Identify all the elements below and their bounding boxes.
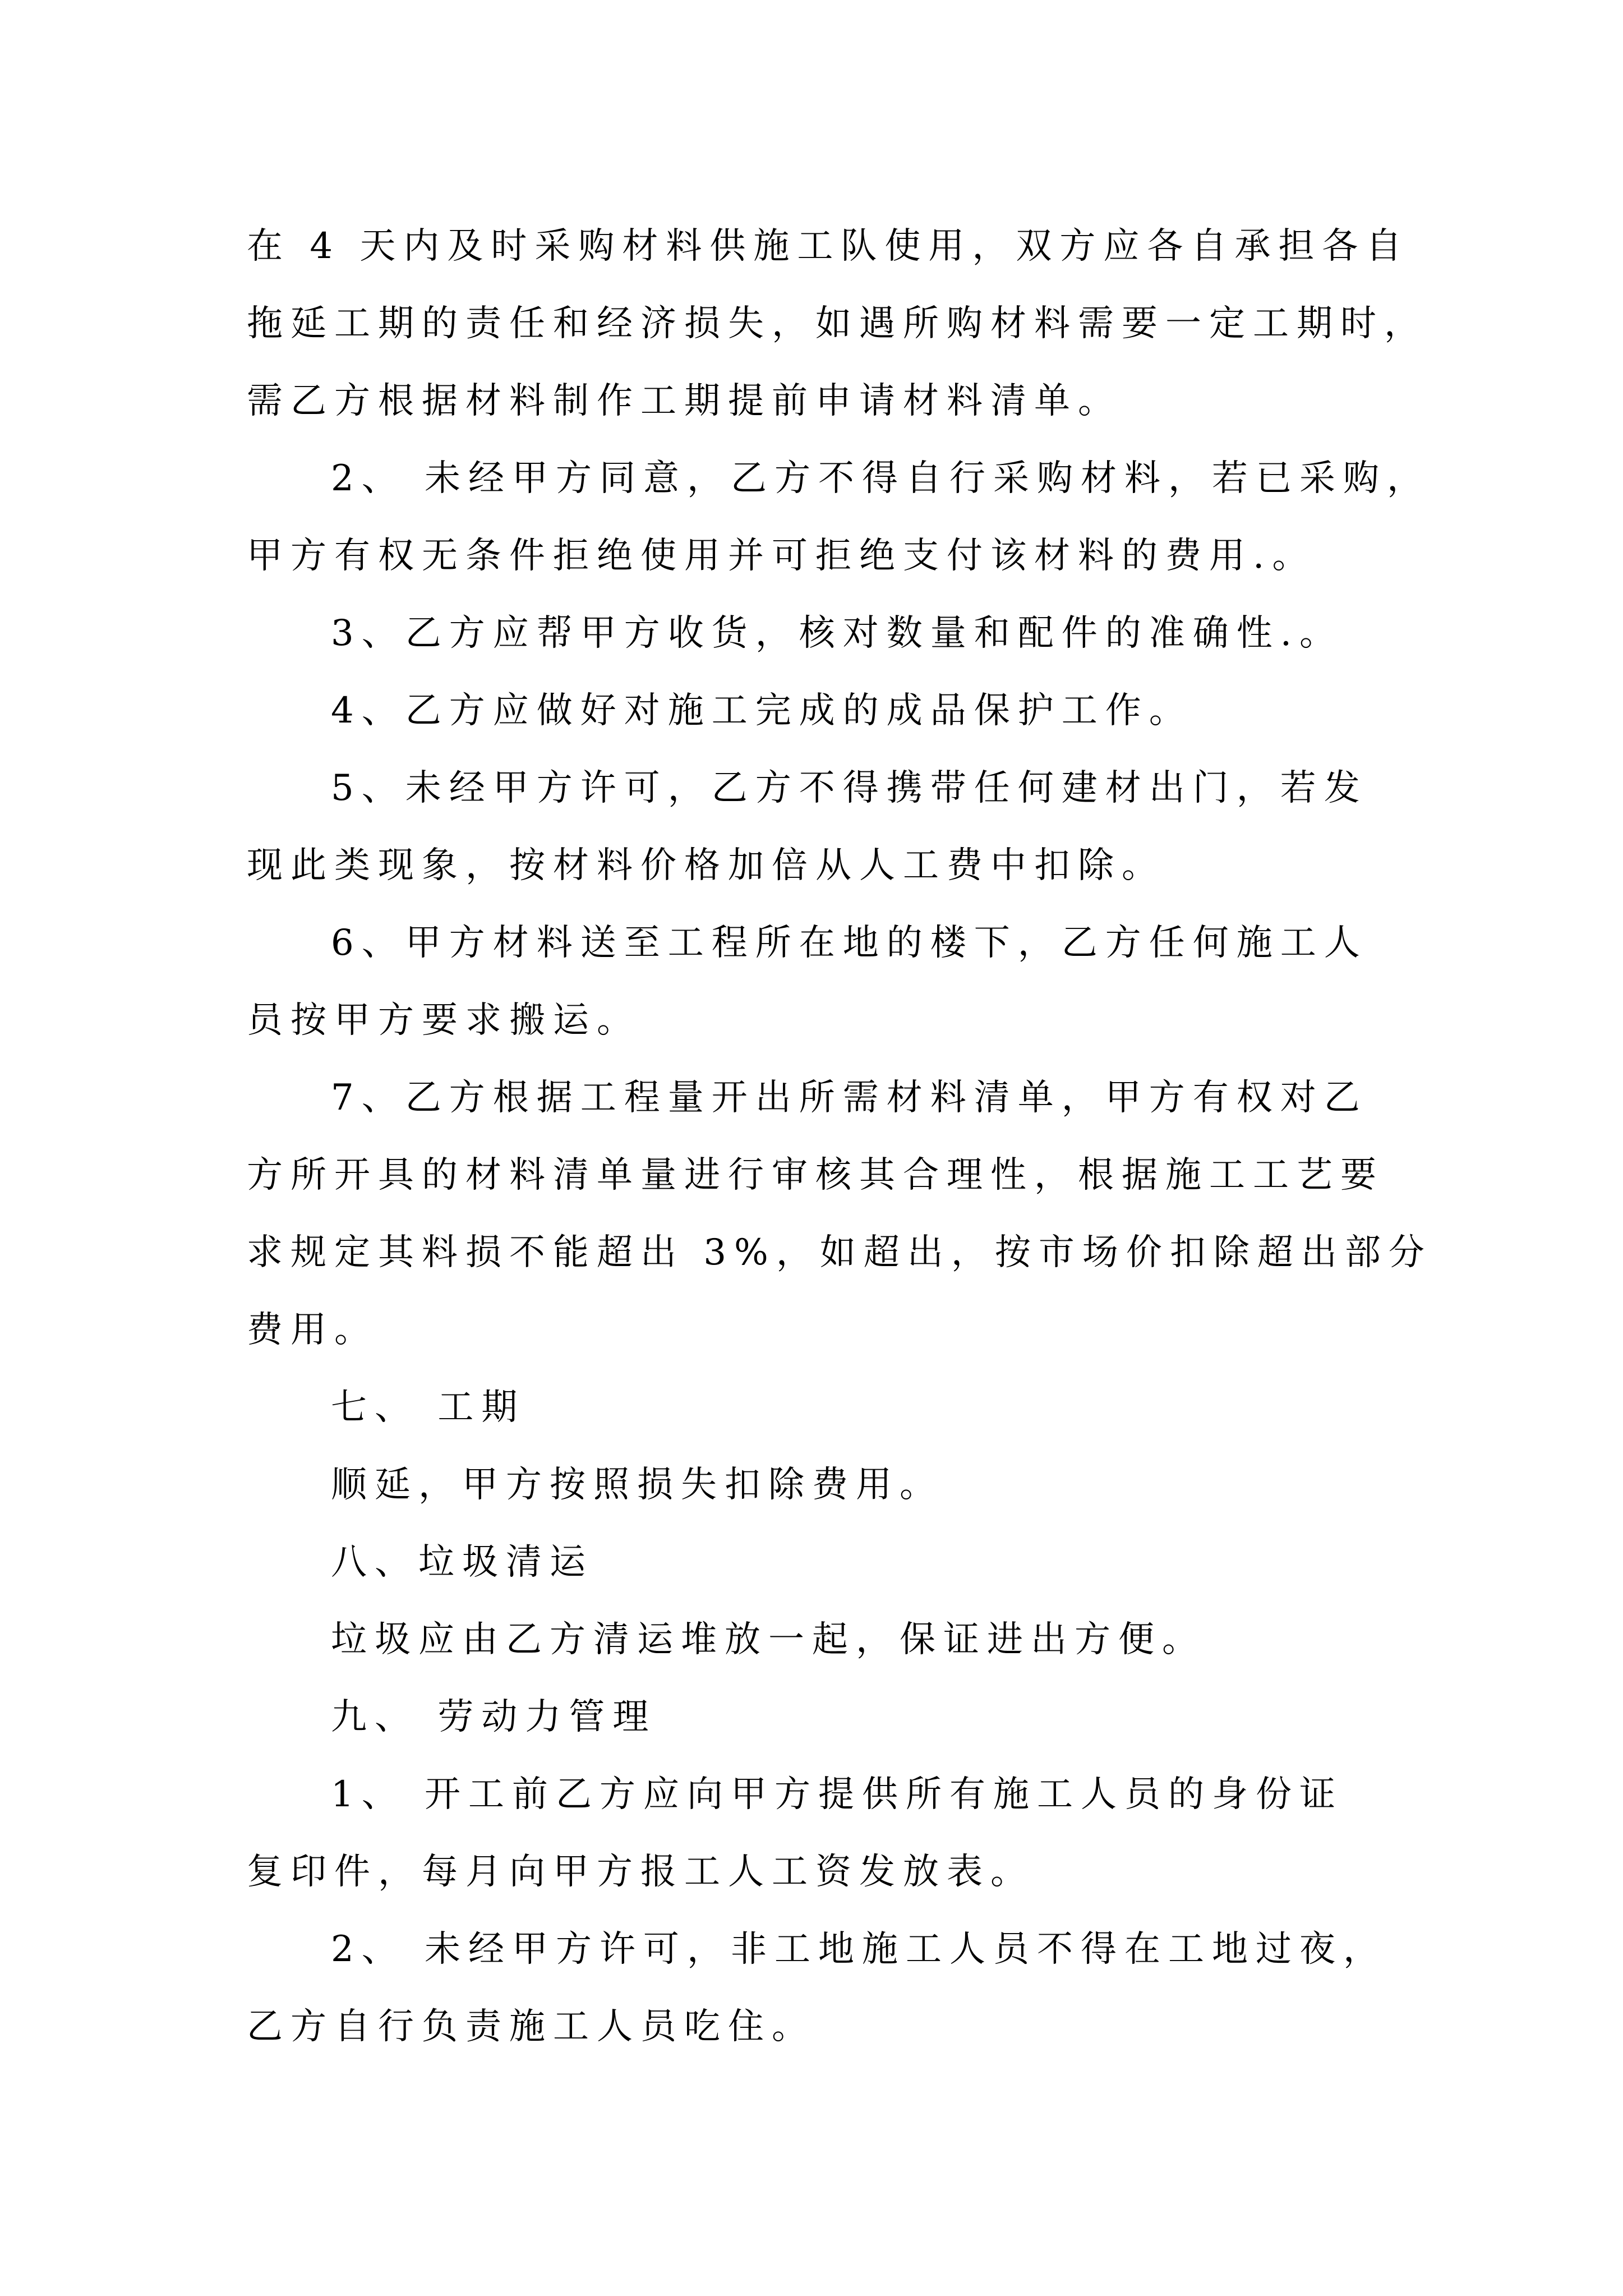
text-line: 求规定其料损不能超出 3%，如超出，按市场价扣除超出部分 — [247, 1232, 1432, 1273]
text-line: 需乙方根据材料制作工期提前申请材料清单。 — [247, 380, 1122, 422]
labor-clause-1-line: 1、 开工前乙方应向甲方提供所有施工人员的身份证 — [331, 1774, 1344, 1815]
section-heading-labor: 九、 劳动力管理 — [331, 1696, 657, 1738]
text-line: 方所开具的材料清单量进行审核其合理性，根据施工工艺要 — [247, 1154, 1384, 1196]
section-heading-schedule: 七、 工期 — [331, 1387, 525, 1428]
text-line: 顺延，甲方按照损失扣除费用。 — [331, 1464, 943, 1506]
text-line: 费用。 — [247, 1309, 378, 1351]
labor-clause-2-line: 2、 未经甲方许可，非工地施工人员不得在工地过夜， — [331, 1929, 1387, 1970]
section-heading-waste: 八、垃圾清运 — [331, 1542, 593, 1583]
clause-4-line: 4、乙方应做好对施工完成的成品保护工作。 — [331, 690, 1193, 731]
clause-5-line: 5、未经甲方许可，乙方不得携带任何建材出门，若发 — [331, 767, 1368, 809]
text-line: 甲方有权无条件拒绝使用并可拒绝支付该材料的费用.。 — [247, 535, 1316, 577]
text-line: 员按甲方要求搬运。 — [247, 1000, 640, 1041]
clause-7-line: 7、乙方根据工程量开出所需材料清单，甲方有权对乙 — [331, 1077, 1368, 1119]
clause-3-line: 3、乙方应帮甲方收货，核对数量和配件的准确性.。 — [331, 613, 1344, 654]
text-line: 在 4 天内及时采购材料供施工队使用，双方应各自承担各自 — [247, 226, 1410, 267]
clause-2-line: 2、 未经甲方同意，乙方不得自行采购材料，若已采购， — [331, 458, 1431, 499]
clause-6-line: 6、甲方材料送至工程所在地的楼下，乙方任何施工人 — [331, 922, 1368, 964]
text-line: 拖延工期的责任和经济损失，如遇所购材料需要一定工期时， — [247, 303, 1428, 344]
text-line: 乙方自行负责施工人员吃住。 — [247, 2006, 815, 2047]
text-line: 垃圾应由乙方清运堆放一起，保证进出方便。 — [331, 1619, 1206, 1660]
text-line: 复印件，每月向甲方报工人工资发放表。 — [247, 1851, 1034, 1893]
document-body — [247, 208, 1432, 2065]
text-line: 现此类现象，按材料价格加倍从人工费中扣除。 — [247, 845, 1165, 886]
